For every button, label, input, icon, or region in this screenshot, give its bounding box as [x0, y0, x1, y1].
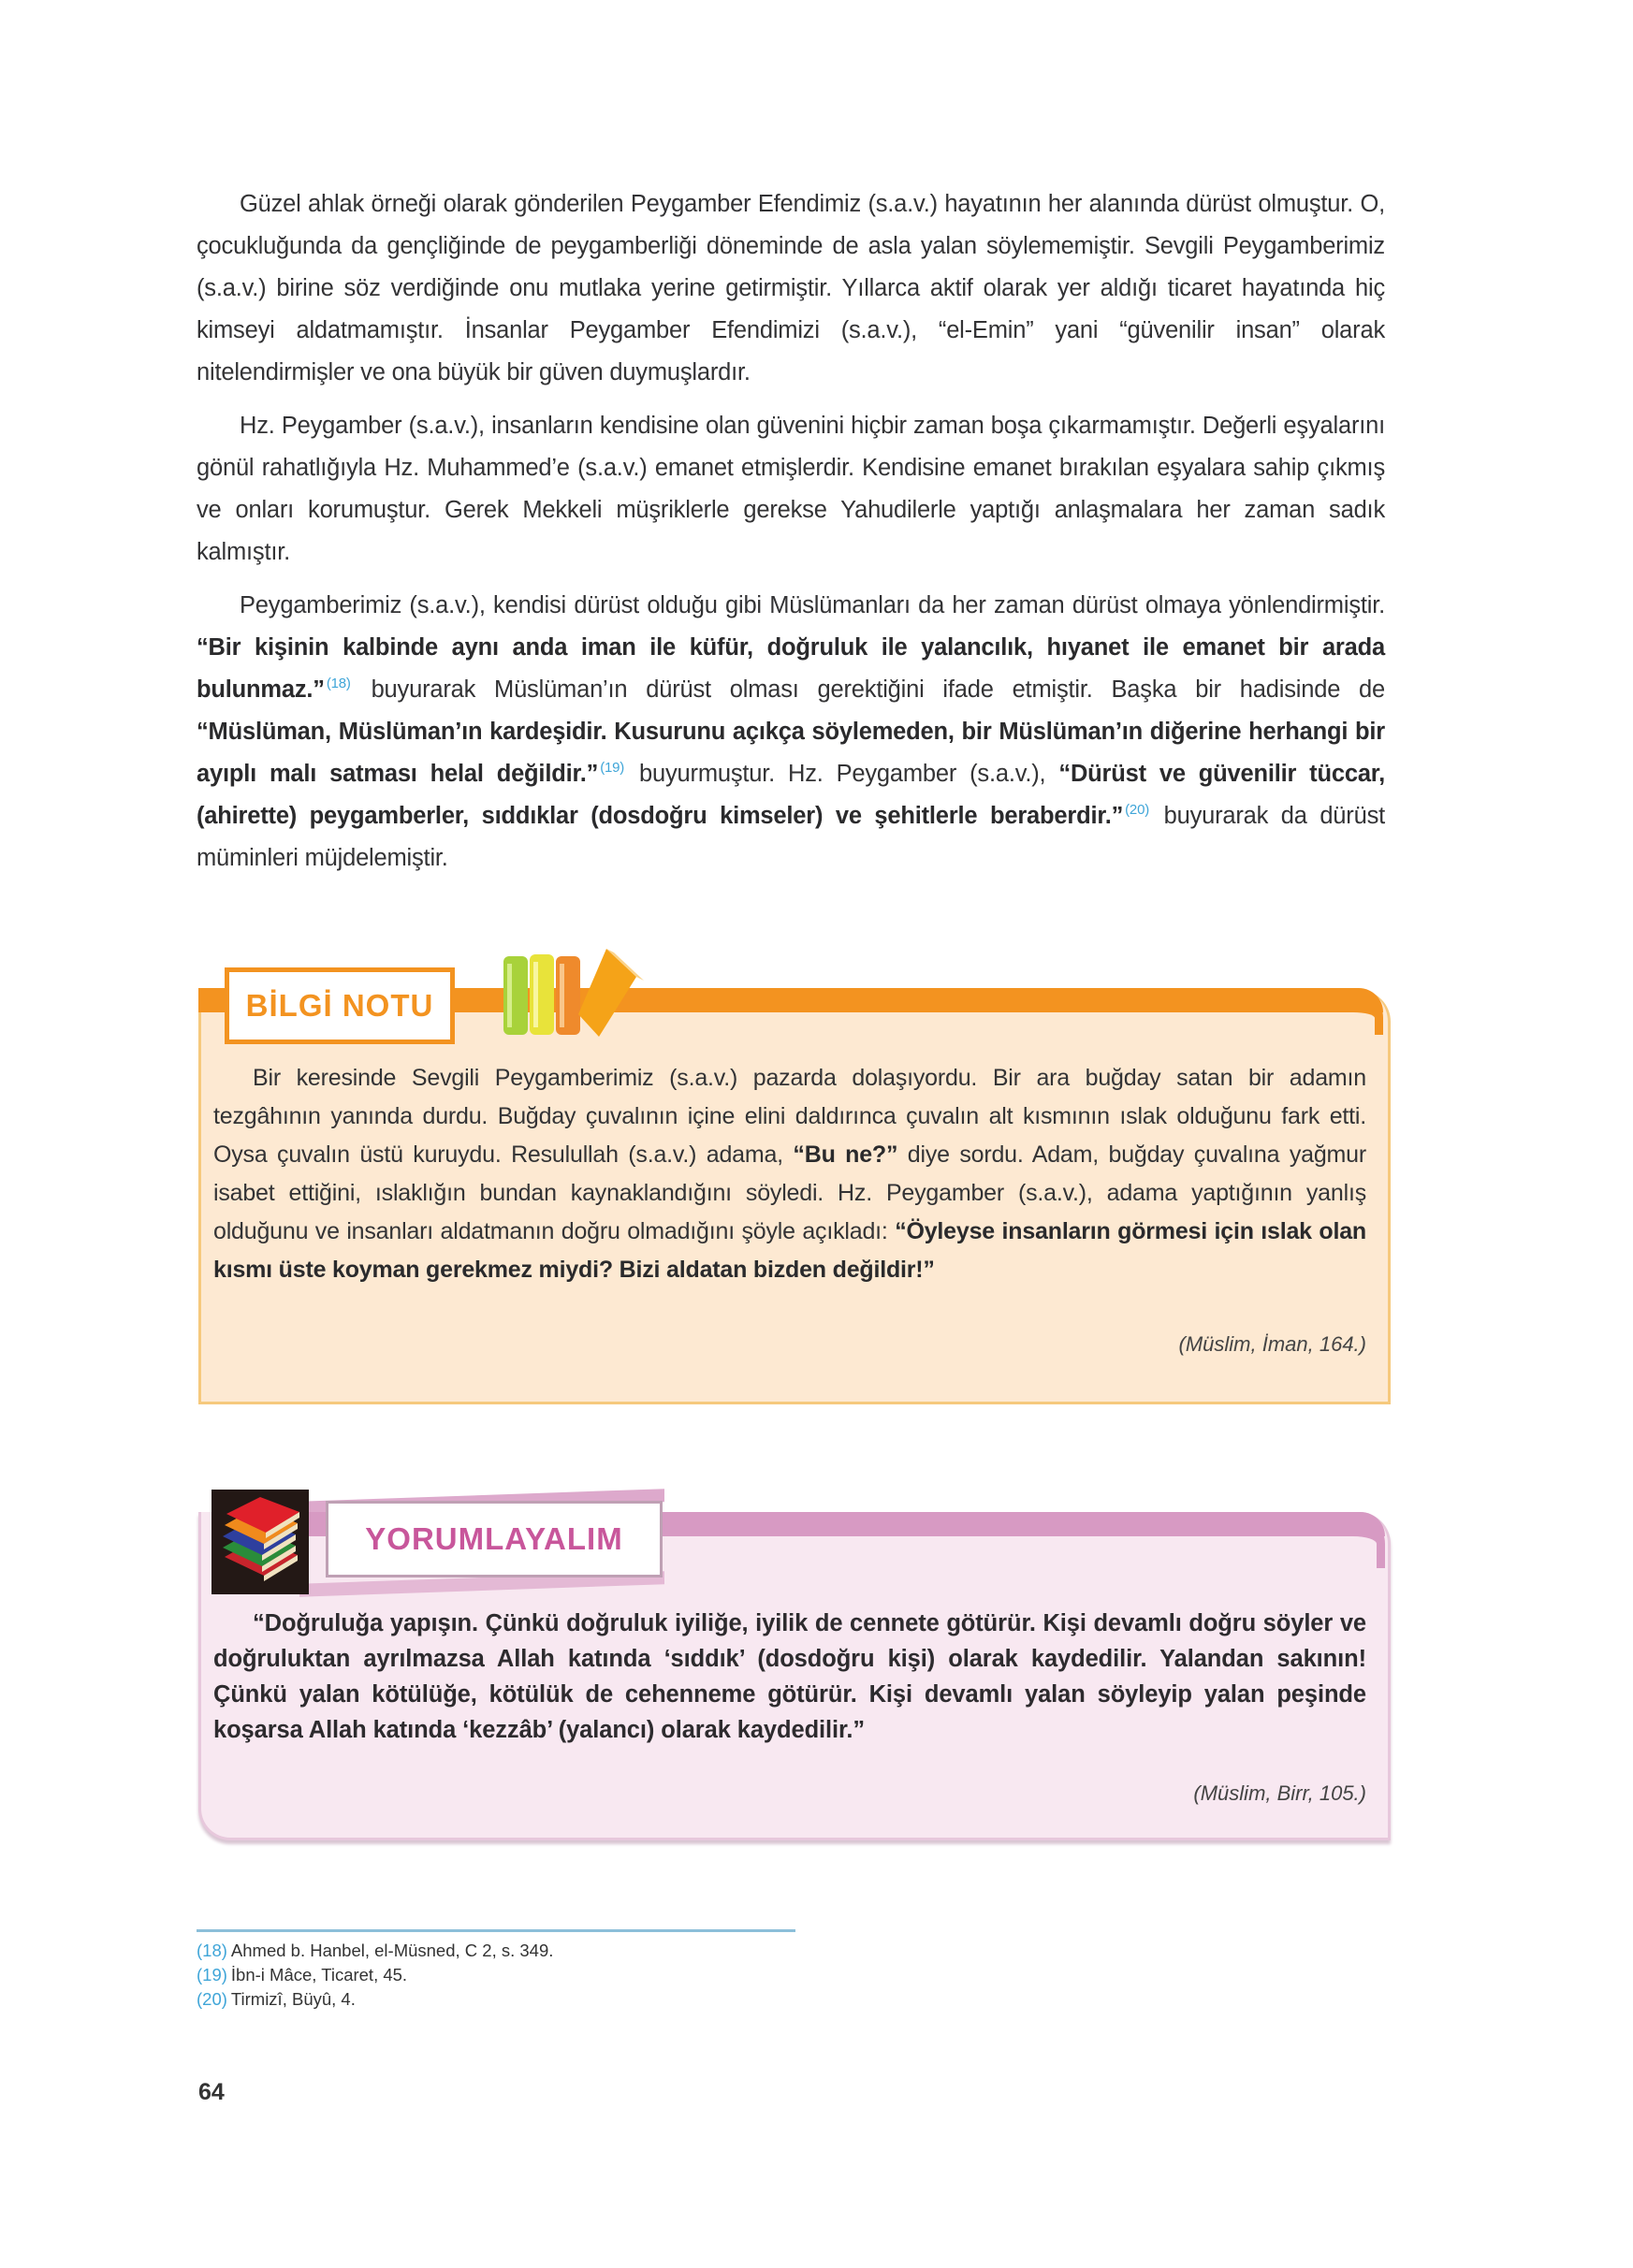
text: buyurarak da dürüst müminleri müjdelemiştir. [197, 803, 1385, 871]
footnote-ref-20[interactable]: (20) [1125, 802, 1150, 818]
footnote-item [197, 1939, 553, 1963]
footnote-item [197, 1987, 553, 2012]
text: buyurmuştur. Hz. Peygamber (s.a.v.), [626, 761, 1059, 787]
text: Peygamberimiz (s.a.v.), kendisi dürüst olduğu gibi Müslümanları da her zaman dürüst olmaya yönlendirmiştir. [240, 592, 1385, 618]
footnote-text: Ahmed b. Hanbel, el-Müsned, C 2, s. 349. [230, 1941, 554, 1960]
yorumlayalim-citation: (Müslim, Birr, 105.) [1193, 1781, 1366, 1805]
text: diye sordu. Adam, buğday çuvalına yağmur isabet ettiğini, ıslaklığın bundan kaynaklandığını söyledi. Hz. Peygamber (s.a.v.), adama yaptığının yanlış olduğunu ve insanları aldatmanın doğru olmadığını şöyle açıkladı: [213, 1141, 1366, 1244]
footnote-ref-19[interactable]: (19) [600, 760, 625, 776]
footnote-number: (19) [197, 1965, 227, 1985]
paragraph-3 [197, 585, 1385, 880]
yorumlayalim-title-text: YORUMLAYALIM [365, 1521, 623, 1556]
footnote-number: (20) [197, 1989, 227, 2009]
footnotes [197, 1939, 553, 2012]
footnote-text: İbn-i Mâce, Ticaret, 45. [230, 1965, 408, 1985]
yorumlayalim-text [213, 1606, 1366, 1748]
quote: “Bu ne?” [793, 1141, 898, 1168]
page-number: 64 [198, 2079, 225, 2105]
books-icon [496, 936, 655, 1039]
bilgi-notu-title [225, 967, 455, 1044]
bilgi-notu-title-text: BİLGİ NOTU [245, 988, 434, 1023]
hadith-quote-1: “Bir kişinin kalbinde aynı anda iman ile küfür, doğruluk ile yalancılık, hıyanet ile emanet bir arada bulunmaz.” [197, 634, 1385, 703]
hadith-quote: “Öyleyse insanların görmesi için ıslak olan kısmı üste koyman gerekmez miydi? Bizi aldatan bizden değildir!” [213, 1218, 1367, 1283]
stacked-books-icon [211, 1490, 309, 1594]
hadith-quote: “Doğruluğa yapışın. Çünkü doğruluk iyiliğe, iyilik de cennete götürür. Kişi devamlı doğru söyler ve doğruluktan ayrılmazsa Allah katında ‘sıddık’ (dosdoğru kişi) olarak kaydedilir. Yalandan sakının! Çünkü yalan kötülüğe, kötülük de cehenneme götürür. Kişi devamlı yalan söyleyip yalan peşinde koşarsa Allah katında ‘kezzâb’ (yalancı) olarak kaydedilir.” [213, 1610, 1366, 1743]
paragraph-1: Güzel ahlak örneği olarak gönderilen Peygamber Efendimiz (s.a.v.) hayatının her alanında dürüst olmuştur. O, çocukluğunda da gençliğinde de peygamberliği döneminde de asla yalan söylememiştir. Sevgili Peygamberimiz (s.a.v.) birine söz verdiğinde onu mutlaka yerine getirmiştir. Yıllarca aktif olarak yer aldığı ticaret hayatında hiç kimseyi aldatmamıştır. İnsanlar Peygamber Efendimizi (s.a.v.), “el-Emin” yani “güvenilir insan” olarak nitelendirmişler ve ona büyük bir güven duymuşlardır. [197, 191, 1385, 385]
footnote-number: (18) [197, 1941, 227, 1960]
yorumlayalim-title [326, 1501, 663, 1577]
text: Bir keresinde Sevgili Peygamberimiz (s.a.v.) pazarda dolaşıyordu. Bir ara buğday satan bir adamın tezgâhının yanında durdu. Buğday çuvalının içine elini daldırınca çuvalın alt kısmının ıslak olduğunu fark etti. Oysa çuvalın üstü kuruydu. Resulullah (s.a.v.) adama, [213, 1065, 1366, 1168]
paragraph-2: Hz. Peygamber (s.a.v.), insanların kendisine olan güvenini hiçbir zaman boşa çıkarmamıştır. Değerli eşyalarını gönül rahatlığıyla Hz. Muhammed’e (s.a.v.) emanet etmişlerdir. Kendisine emanet bırakılan eşyalara sahip çıkmış ve onları korumuştur. Gerek Mekkeli müşriklerle gerekse Yahudilerle yaptığı anlaşmalara her zaman sadık kalmıştır. [197, 413, 1385, 565]
bilgi-notu-corner [1353, 988, 1383, 1035]
text: buyurarak Müslüman’ın dürüst olması gerektiğini ifade etmiştir. Başka bir hadisinde de [352, 676, 1385, 703]
bilgi-notu-citation: (Müslim, İman, 164.) [1178, 1332, 1366, 1356]
footnote-divider [197, 1929, 795, 1932]
hadith-quote-3: “Dürüst ve güvenilir tüccar, (ahirette) peygamberler, sıddıklar (dosdoğru kimseler) ve şehitlerle beraberdir.” [197, 761, 1385, 829]
footnote-item [197, 1963, 553, 1987]
body-text [197, 183, 1385, 880]
bilgi-notu-text [213, 1059, 1366, 1289]
footnote-text: Tirmizî, Büyû, 4. [230, 1989, 356, 2009]
hadith-quote-2: “Müslüman, Müslüman’ın kardeşidir. Kusurunu açıkça söylemeden, bir Müslüman’ın diğerine herhangi bir ayıplı malı satması helal değildir.” [197, 719, 1385, 787]
footnote-ref-18[interactable]: (18) [326, 676, 351, 691]
